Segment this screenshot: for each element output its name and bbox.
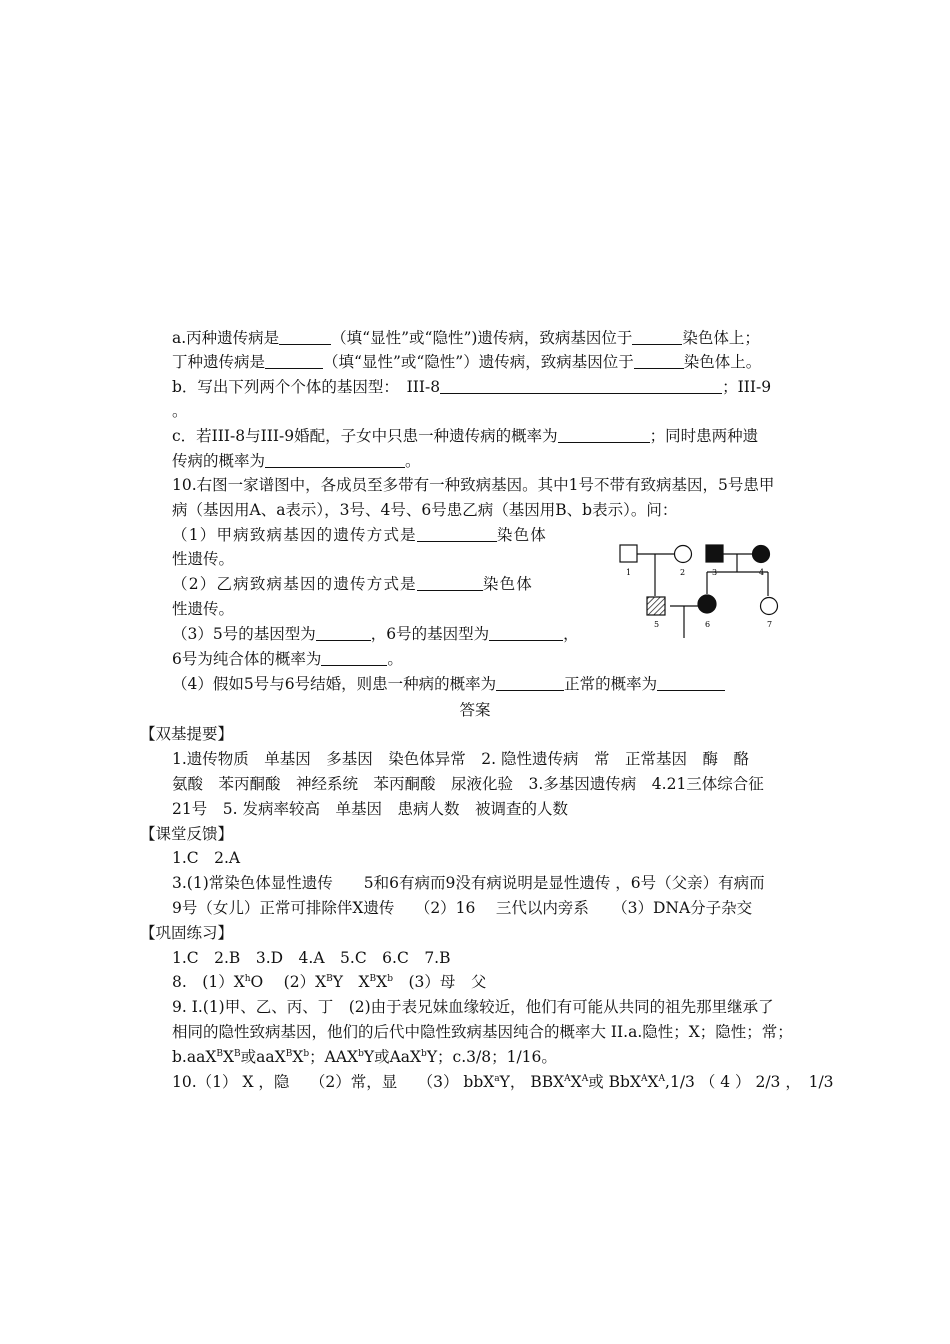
individual-1-male <box>620 545 637 562</box>
individual-2-female <box>675 546 692 563</box>
text: （2）乙病致病基因的遗传方式是 <box>172 575 417 593</box>
answer-line-8 <box>172 970 486 994</box>
superscript: B <box>216 1049 223 1059</box>
text: 。 <box>172 402 188 420</box>
text: ；同时患两种遗 <box>649 427 759 445</box>
q9-b-line2 <box>172 399 188 423</box>
individual-3-affected-male <box>706 545 723 562</box>
answer-blank[interactable] <box>265 451 405 468</box>
superscript: B <box>369 974 377 984</box>
text: （1）甲病致病基因的遗传方式是 <box>172 526 417 544</box>
text: 正常的概率为 <box>564 675 658 693</box>
text: X <box>292 1048 304 1066</box>
q9-b-line1 <box>172 375 771 399</box>
answer-line: 9. I.(1)甲、乙、丙、丁 (2)由于表兄妹血缘较近，他们有可能从共同的祖先那里继承了 <box>172 998 774 1016</box>
text: 10.（1） X ，隐 （2）常，显 （3） bbX <box>172 1073 495 1091</box>
text: b．写出下列两个个体的基因型： III-8 <box>172 378 441 396</box>
q10-s3-line2 <box>172 647 403 671</box>
section-heading: 【巩固练习】 <box>140 924 234 942</box>
answer-line: 3.(1)常染色体显性遗传 5和6有病而9没有病说明是显性遗传 ，6号（父亲）有病而 <box>172 874 765 892</box>
text: ，6号的基因型为 <box>370 625 490 643</box>
superscript: a <box>494 1074 500 1084</box>
answer-line: 1.C 2.B 3.D 4.A 5.C 6.C 7.B <box>172 949 451 967</box>
q10-s1-line1 <box>172 523 547 547</box>
label-2: 2 <box>680 568 686 577</box>
text: ， <box>563 625 579 643</box>
section-heading: 【双基提要】 <box>140 725 234 743</box>
text: （填“显性”或“隐性”）遗传病，致病基因位于 <box>323 353 634 371</box>
q10-s2-line2: 性遗传。 <box>172 600 235 618</box>
section-heading: 【课堂反馈】 <box>140 825 234 843</box>
answer-line: 9号（女儿）正常可排除伴X遗传 （2）16 三代以内旁系 （3）DNA分子杂交 <box>172 899 753 917</box>
text: ；AAX <box>309 1048 359 1066</box>
text: （4）假如5号与6号结婚，则患一种病的概率为 <box>172 675 497 693</box>
text: 传病的概率为 <box>172 452 266 470</box>
text: O (2）X <box>250 973 327 991</box>
text: X <box>376 973 388 991</box>
label-3: 3 <box>712 568 718 577</box>
text: 6号为纯合体的概率为 <box>172 650 322 668</box>
text: 8. (1）X <box>172 973 245 991</box>
answer-line: 相同的隐性致病基因，他们的后代中隐性致病基因纯合的概率大 II.a.隐性；X；隐性；常； <box>172 1023 793 1041</box>
answer-line: 1.C 2.A <box>172 849 241 867</box>
superscript: b <box>421 1049 427 1059</box>
q10-intro-line1: 10.右图一家谱图中，各成员至多带有一种致病基因。其中1号不带有致病基因，5号患甲 <box>172 476 775 494</box>
q9-c-line1 <box>172 424 758 448</box>
text: X <box>647 1073 659 1091</box>
answer-blank[interactable] <box>634 352 684 369</box>
text: 。 <box>387 650 403 668</box>
text: Y X <box>332 973 370 991</box>
answer-blank[interactable] <box>417 574 483 591</box>
q10-s3-line1 <box>172 622 579 646</box>
superscript: A <box>658 1074 666 1084</box>
text: 染色体 <box>496 526 547 544</box>
individual-4-affected-female <box>753 546 770 563</box>
superscript: B <box>234 1049 241 1059</box>
q10-s2-line1 <box>172 572 533 596</box>
text: Y或AaX <box>363 1048 422 1066</box>
q10-s4-line <box>172 672 725 696</box>
superscript: B <box>285 1049 293 1059</box>
label-5: 5 <box>654 620 660 629</box>
answer-blank[interactable] <box>632 328 682 345</box>
answer-blank[interactable] <box>279 328 331 345</box>
answers-title: 答案 <box>459 701 491 719</box>
superscript: b <box>358 1049 364 1059</box>
q9-a-line1 <box>172 326 760 350</box>
superscript: A <box>564 1074 571 1084</box>
label-6: 6 <box>705 620 711 629</box>
answer-line: 21号 5. 发病率较高 单基因 患病人数 被调查的人数 <box>172 800 568 818</box>
answer-blank[interactable] <box>440 377 722 394</box>
answer-blank[interactable] <box>316 624 371 641</box>
individual-6-affected-female <box>698 595 716 613</box>
text: X <box>570 1073 582 1091</box>
answer-blank[interactable] <box>265 352 323 369</box>
pedigree-diagram <box>604 534 794 644</box>
q10-intro-line2: 病（基因用A、a表示），3号、4号、6号患乙病（基因用B、b表示）。问： <box>172 501 678 519</box>
text: 染色体 <box>482 575 533 593</box>
text: ,1/3 （ 4 ） 2/3 ， 1/3 <box>665 1073 834 1091</box>
q9-a-line2 <box>172 350 761 374</box>
text: a.丙种遗传病是 <box>172 329 280 347</box>
text: Y， BBX <box>499 1073 565 1091</box>
text: c．若III-8与III-9婚配，子女中只患一种遗传病的概率为 <box>172 427 558 445</box>
answer-blank[interactable] <box>489 624 563 641</box>
individual-7-female <box>761 598 778 615</box>
text: 丁种遗传病是 <box>172 353 266 371</box>
text: 或 BbX <box>588 1073 641 1091</box>
answer-line-10 <box>172 1070 834 1094</box>
superscript: A <box>640 1074 648 1084</box>
superscript: A <box>581 1074 589 1084</box>
text: 染色体上。 <box>683 353 762 371</box>
text: 。 <box>405 452 421 470</box>
text: 或aaX <box>240 1048 286 1066</box>
q10-s1-line2: 性遗传。 <box>172 550 235 568</box>
answer-blank[interactable] <box>657 674 725 691</box>
answer-line: 氨酸 苯丙酮酸 神经系统 苯丙酮酸 尿液化验 3.多基因遗传病 4.21三体综合征 <box>172 775 764 793</box>
text: X <box>223 1048 235 1066</box>
label-4: 4 <box>759 568 765 577</box>
label-1: 1 <box>626 568 632 577</box>
superscript: h <box>244 974 251 984</box>
text: (3）母 父 <box>392 973 487 991</box>
answer-line-9c <box>172 1045 557 1069</box>
text: ；III-9 <box>722 378 772 396</box>
text: （3）5号的基因型为 <box>172 625 316 643</box>
answer-blank[interactable] <box>321 649 387 666</box>
superscript: b <box>303 1049 310 1059</box>
q9-c-line2 <box>172 449 421 473</box>
label-7: 7 <box>767 620 773 629</box>
superscript: b <box>387 974 393 984</box>
individual-5-affected-male <box>647 597 665 615</box>
answer-blank[interactable] <box>417 525 497 542</box>
answer-blank[interactable] <box>496 674 564 691</box>
text: （填“显性”或“隐性”)遗传病，致病基因位于 <box>331 329 633 347</box>
text: 染色体上； <box>682 329 760 347</box>
text: b.aaX <box>172 1048 217 1066</box>
text: Y；c.3/8；1/16。 <box>426 1048 557 1066</box>
answer-line: 1.遗传物质 单基因 多基因 染色体异常 2. 隐性遗传病 常 正常基因 酶 酪 <box>172 750 750 768</box>
superscript: B <box>326 974 333 984</box>
answer-blank[interactable] <box>558 426 650 443</box>
